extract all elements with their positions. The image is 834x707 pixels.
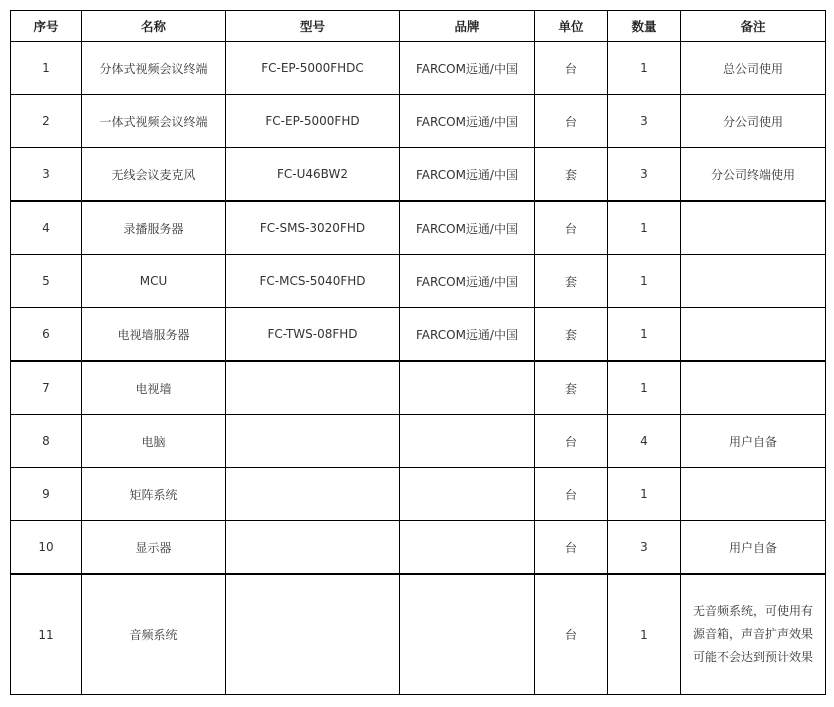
cell-unit: 台 [535,201,608,255]
header-row [11,11,826,42]
cell-remark [681,201,826,255]
cell-qty: 4 [608,415,681,468]
cell-brand: FARCOM远通/中国 [400,201,535,255]
cell-model: FC-U46BW2 [226,148,400,202]
cell-name: 电视墙服务器 [82,308,226,362]
cell-qty: 3 [608,521,681,575]
cell-remark: 分公司使用 [681,95,826,148]
cell-brand: FARCOM远通/中国 [400,148,535,202]
equipment-list [10,10,826,695]
cell-brand [400,521,535,575]
cell-model [226,361,400,415]
cell-name: 音频系统 [82,574,226,695]
cell-no: 2 [11,95,82,148]
cell-remark: 总公司使用 [681,42,826,95]
cell-unit: 台 [535,468,608,521]
cell-remark: 用户自备 [681,521,826,575]
table-row [11,255,826,308]
cell-remark: 无音频系统，可使用有源音箱，声音扩声效果可能不会达到预计效果 [681,574,826,695]
cell-no: 6 [11,308,82,362]
cell-brand [400,415,535,468]
cell-brand: FARCOM远通/中国 [400,42,535,95]
cell-model: FC-MCS-5040FHD [226,255,400,308]
table-row [11,42,826,95]
cell-qty: 1 [608,361,681,415]
cell-model: FC-SMS-3020FHD [226,201,400,255]
table-row [11,308,826,362]
header-remark: 备注 [681,11,826,42]
cell-qty: 1 [608,308,681,362]
header-no: 序号 [11,11,82,42]
cell-name: 显示器 [82,521,226,575]
cell-remark [681,308,826,362]
cell-unit: 台 [535,521,608,575]
cell-name: 录播服务器 [82,201,226,255]
table-row [11,95,826,148]
cell-remark [681,361,826,415]
table-row [11,361,826,415]
cell-no: 3 [11,148,82,202]
cell-model: FC-EP-5000FHDC [226,42,400,95]
cell-model: FC-EP-5000FHD [226,95,400,148]
cell-qty: 1 [608,468,681,521]
cell-qty: 3 [608,95,681,148]
cell-remark: 用户自备 [681,415,826,468]
cell-no: 10 [11,521,82,575]
cell-no: 5 [11,255,82,308]
cell-no: 9 [11,468,82,521]
cell-remark: 分公司终端使用 [681,148,826,202]
cell-no: 1 [11,42,82,95]
cell-qty: 1 [608,255,681,308]
header-unit: 单位 [535,11,608,42]
cell-remark [681,468,826,521]
cell-name: 一体式视频会议终端 [82,95,226,148]
cell-qty: 1 [608,42,681,95]
cell-model [226,415,400,468]
cell-model [226,521,400,575]
cell-unit: 台 [535,574,608,695]
cell-name: 无线会议麦克风 [82,148,226,202]
cell-model [226,468,400,521]
cell-qty: 3 [608,148,681,202]
cell-qty: 1 [608,574,681,695]
header-brand: 品牌 [400,11,535,42]
cell-unit: 台 [535,415,608,468]
table-row [11,148,826,202]
cell-unit: 套 [535,361,608,415]
table-row [11,574,826,695]
cell-unit: 套 [535,255,608,308]
cell-brand [400,361,535,415]
cell-brand [400,574,535,695]
cell-model: FC-TWS-08FHD [226,308,400,362]
table-row [11,521,826,575]
cell-remark [681,255,826,308]
cell-name: 矩阵系统 [82,468,226,521]
table-row [11,201,826,255]
cell-name: 分体式视频会议终端 [82,42,226,95]
cell-brand: FARCOM远通/中国 [400,308,535,362]
cell-unit: 台 [535,42,608,95]
cell-brand: FARCOM远通/中国 [400,255,535,308]
header-model: 型号 [226,11,400,42]
cell-unit: 套 [535,308,608,362]
cell-name: MCU [82,255,226,308]
cell-qty: 1 [608,201,681,255]
cell-no: 7 [11,361,82,415]
table-row [11,415,826,468]
cell-unit: 台 [535,95,608,148]
cell-no: 11 [11,574,82,695]
cell-brand [400,468,535,521]
cell-name: 电视墙 [82,361,226,415]
cell-no: 8 [11,415,82,468]
table-row [11,468,826,521]
cell-model [226,574,400,695]
header-qty: 数量 [608,11,681,42]
cell-no: 4 [11,201,82,255]
equipment-table [10,10,826,695]
cell-name: 电脑 [82,415,226,468]
cell-unit: 套 [535,148,608,202]
header-name: 名称 [82,11,226,42]
cell-brand: FARCOM远通/中国 [400,95,535,148]
